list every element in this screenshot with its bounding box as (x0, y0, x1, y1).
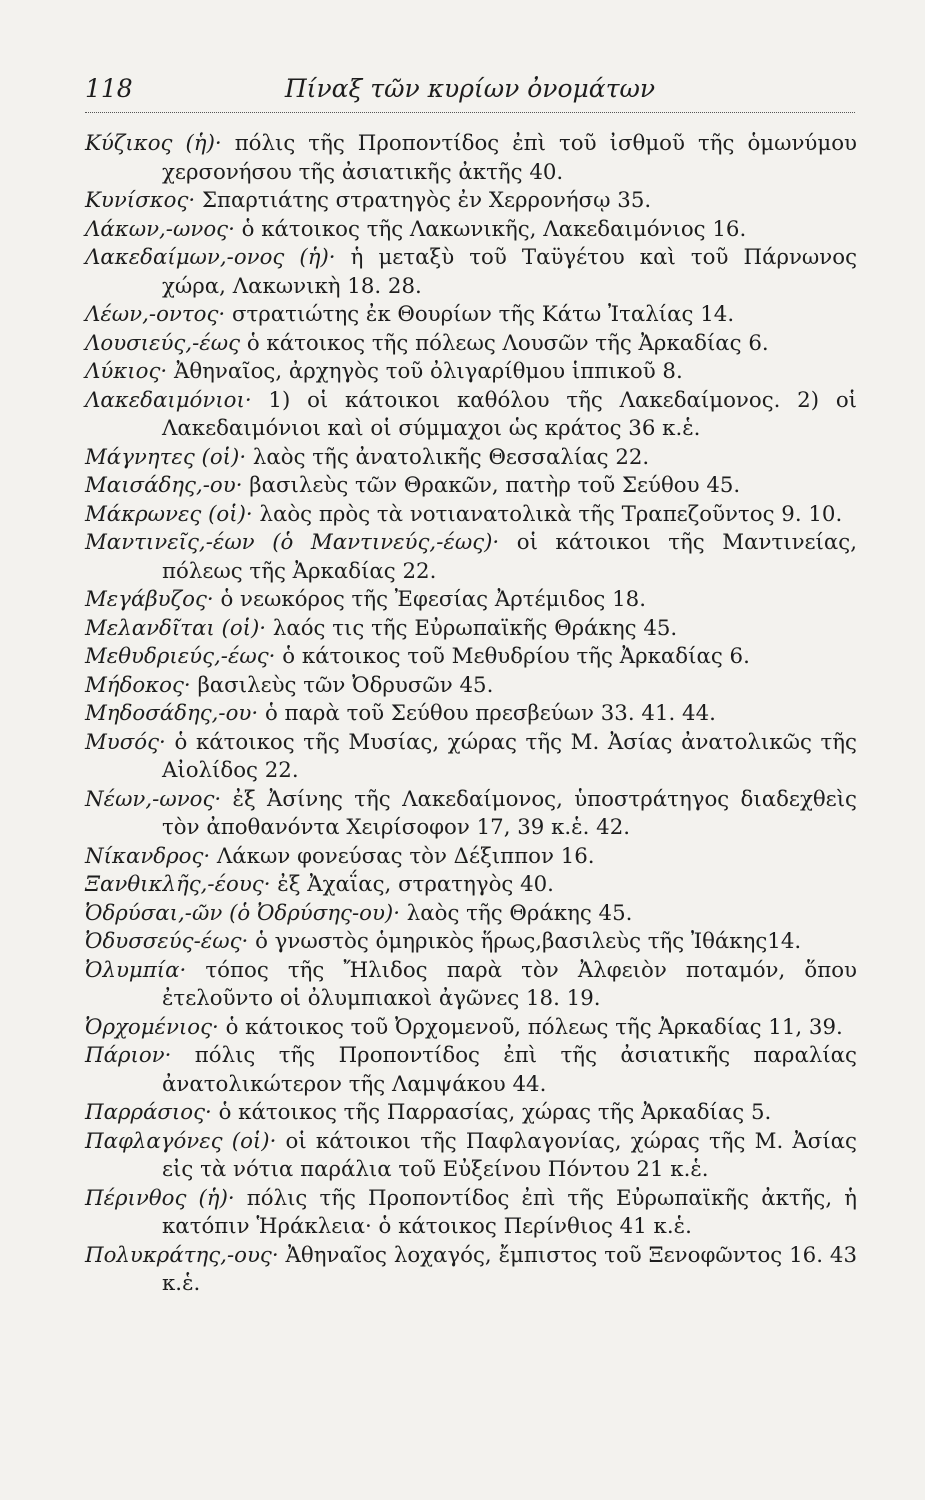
entry-text: ὁ κάτοικος τῆς πόλεως Λουσῶν τῆς Ἀρκαδίας 6. (246, 330, 769, 356)
entry-text: ὁ κάτοικος τῆς Μυσίας, χώρας τῆς Μ. Ἀσίας ἀνατολικῶς τῆς Αἰολίδος 22. (162, 729, 857, 783)
entry-text: ὁ κάτοικος τοῦ Μεθυδρίου τῆς Ἀρκαδίας 6. (282, 644, 750, 669)
entry-headword: Μελανδῖται (οἱ)· (85, 615, 267, 641)
entry-text: ἐξ Ἀχαΐας, στρατηγὸς 40. (277, 872, 554, 897)
entry-text: 1) οἱ κάτοικοι καθόλου τῆς Λακεδαίμονος. 2) οἱ Λακεδαιμόνιοι καὶ οἱ σύμμαχοι ὡς κράτος 36 κ.ἑ. (162, 387, 857, 441)
index-entry (85, 615, 857, 644)
index-entry (85, 1185, 857, 1242)
index-entry (85, 928, 857, 957)
entry-text: πόλις τῆς Προποντίδος ἐπὶ τῆς ἀσιατικῆς παραλίας ἀνατολικώτερον τῆς Λαμψάκου 44. (162, 1043, 857, 1097)
index-entry (85, 786, 857, 843)
entry-text: ὁ παρὰ τοῦ Σεύθου πρεσβεύων 33. 41. 44. (264, 701, 716, 726)
entry-text: ὁ γνωστὸς ὁμηρικὸς ἥρως,βασιλεὺς τῆς Ἰθάκης14. (255, 929, 802, 954)
index-entry (85, 643, 857, 672)
index-entry (85, 216, 857, 245)
index-entry (85, 444, 857, 473)
entry-text: στρατιώτης ἐκ Θουρίων τῆς Κάτω Ἰταλίας 14. (231, 302, 735, 327)
entry-text: Λάκων φονεύσας τὸν Δέξιππον 16. (216, 843, 595, 869)
index-entry (85, 586, 857, 615)
page-number: 118 (85, 74, 133, 103)
index-entry (85, 729, 857, 786)
index-entry (85, 358, 857, 387)
index-entry (85, 301, 857, 330)
entry-text: ὁ κάτοικος τῆς Λακωνικῆς, Λακεδαιμόνιος 16. (241, 216, 747, 242)
entry-headword: Μάκρωνες (οἱ)· (85, 501, 253, 527)
entry-text: λαὸς τῆς ἀνατολικῆς Θεσσαλίας 22. (252, 444, 650, 470)
entry-headword: Νίκανδρος· (85, 843, 211, 869)
entry-headword: Λέων,-οντος· (85, 302, 226, 327)
entry-headword: Νέων,-ωνος· (85, 786, 222, 812)
entry-headword: Λακεδαίμων,-ονος (ἡ)· (85, 245, 336, 270)
index-entry (85, 843, 857, 872)
entry-headword: Μηδοσάδης,-ου· (85, 701, 259, 726)
index-entry (85, 672, 857, 701)
index-entry (85, 529, 857, 586)
entry-text: λαὸς πρὸς τὰ νοτιανατολικὰ τῆς Τραπεζοῦντος 9. 10. (259, 501, 843, 527)
entry-headword: Ξανθικλῆς,-έους· (85, 872, 271, 897)
index-entry (85, 1099, 857, 1128)
running-title: Πίναξ τῶν κυρίων ὀνομάτων (284, 74, 656, 103)
index-entry (85, 957, 857, 1014)
index-entry (85, 700, 857, 729)
entry-headword: Μεθυδριεύς,-έως· (85, 644, 276, 669)
entry-headword: Πάριον· (85, 1043, 172, 1068)
entry-headword: Παφλαγόνες (οἱ)· (85, 1128, 277, 1154)
entry-headword: Μυσός· (85, 729, 166, 755)
entry-text: ὁ νεωκόρος τῆς Ἐφεσίας Ἀρτέμιδος 18. (220, 587, 646, 612)
entry-text: Ἀθηναῖος λοχαγός, ἔμπιστος τοῦ Ξενοφῶντος 16. 43 κ.ἑ. (162, 1242, 857, 1296)
index-entry (85, 1128, 857, 1185)
entry-headword: Πέρινθος (ἡ)· (85, 1185, 235, 1211)
entry-headword: Λακεδαιμόνιοι· (85, 387, 252, 413)
entry-text: ἡ μεταξὺ τοῦ Ταϋγέτου καὶ τοῦ Πάρνωνος χώρα, Λακωνικὴ 18. 28. (162, 245, 857, 299)
index-entry (85, 187, 857, 216)
index-entry (85, 330, 857, 359)
entry-text: ὁ κάτοικος τῆς Παρρασίας, χώρας τῆς Ἀρκαδίας 5. (218, 1100, 772, 1125)
entry-text: πόλις τῆς Προποντίδος ἐπὶ τοῦ ἰσθμοῦ τῆς ὁμωνύμου χερσονήσου τῆς ἀσιατικῆς ἀκτῆς 40. (162, 131, 857, 185)
entry-headword: Μήδοκος· (85, 672, 191, 698)
index-entry (85, 1242, 857, 1299)
entry-text: πόλις τῆς Προποντίδος ἐπὶ τῆς Εὐρωπαϊκῆς ἀκτῆς, ἡ κατόπιν Ἡράκλεια· ὁ κάτοικος Περίνθιος 41 κ.ἑ. (162, 1185, 857, 1239)
entry-headword: Ὀρχομένιος· (85, 1014, 219, 1040)
entry-text: οἱ κάτοικοι τῆς Μαντινείας, πόλεως τῆς Ἀρκαδίας 22. (162, 530, 857, 584)
entry-headword: Λουσιεύς,-έως (85, 330, 241, 356)
entry-headword: Λάκων,-ωνος· (85, 216, 235, 242)
entry-text: λαὸς τῆς Θράκης 45. (406, 900, 633, 926)
entry-headword: Ὀλυμπία· (85, 957, 187, 983)
entry-headword: Κυνίσκος· (85, 188, 196, 213)
index-entry (85, 472, 857, 501)
entry-text: τόπος τῆς Ἤλιδος παρὰ τὸν Ἀλφειὸν ποταμόν, ὅπου ἐτελοῦντο οἱ ὀλυμπιακοὶ ἀγῶνες 18. 19. (162, 957, 857, 1011)
entry-headword: Ὀδρύσαι,-ῶν (ὁ Ὀδρύσης-ου)· (85, 900, 400, 926)
entry-text: λαός τις τῆς Εὐρωπαϊκῆς Θράκης 45. (272, 615, 678, 641)
index-entry (85, 1042, 857, 1099)
index-entry (85, 1014, 857, 1043)
entry-headword: Ὀδυσσεύς-έως· (85, 929, 249, 954)
entry-headword: Πολυκράτης,-ους· (85, 1242, 279, 1268)
entry-headword: Κύζικος (ἡ)· (85, 131, 222, 156)
entry-text: Σπαρτιάτης στρατηγὸς ἐν Χερρονήσῳ 35. (201, 188, 652, 213)
index-entry (85, 387, 857, 444)
index-entry (85, 130, 857, 187)
entry-headword: Μάγνητες (οἱ)· (85, 444, 247, 470)
entry-text: ὁ κάτοικος τοῦ Ὀρχομενοῦ, πόλεως τῆς Ἀρκαδίας 11, 39. (225, 1014, 843, 1040)
entry-headword: Λύκιος· (85, 359, 168, 384)
entry-text: οἱ κάτοικοι τῆς Παφλαγονίας, χώρας τῆς Μ. Ἀσίας εἰς τὰ νότια παράλια τοῦ Εὐξείνου Πόντου 21 κ.ἑ. (162, 1128, 857, 1182)
entry-headword: Μαντινεῖς,-έων (ὁ Μαντινεύς,-έως)· (85, 530, 500, 555)
index-entry (85, 501, 857, 530)
index-entry (85, 871, 857, 900)
entry-text: ἐξ Ἀσίνης τῆς Λακεδαίμονος, ὑποστράτηγος διαδεχθεὶς τὸν ἀποθανόντα Χειρίσοφον 17, 39 κ.ἑ. 42. (162, 786, 857, 840)
index-entry (85, 244, 857, 301)
page-header (85, 70, 855, 110)
entry-headword: Μεγάβυζος· (85, 587, 214, 612)
entry-text: βασιλεὺς τῶν Ὀδρυσῶν 45. (197, 672, 494, 698)
entry-headword: Παρράσιος· (85, 1100, 212, 1125)
index-entry (85, 900, 857, 929)
entry-text: Ἀθηναῖος, ἀρχηγὸς τοῦ ὀλιγαρίθμου ἱππικοῦ 8. (173, 359, 683, 384)
entry-headword: Μαισάδης,-ου· (85, 473, 243, 498)
index-entries (85, 130, 857, 1299)
header-divider (85, 112, 855, 113)
entry-text: βασιλεὺς τῶν Θρακῶν, πατὴρ τοῦ Σεύθου 45. (249, 473, 741, 498)
